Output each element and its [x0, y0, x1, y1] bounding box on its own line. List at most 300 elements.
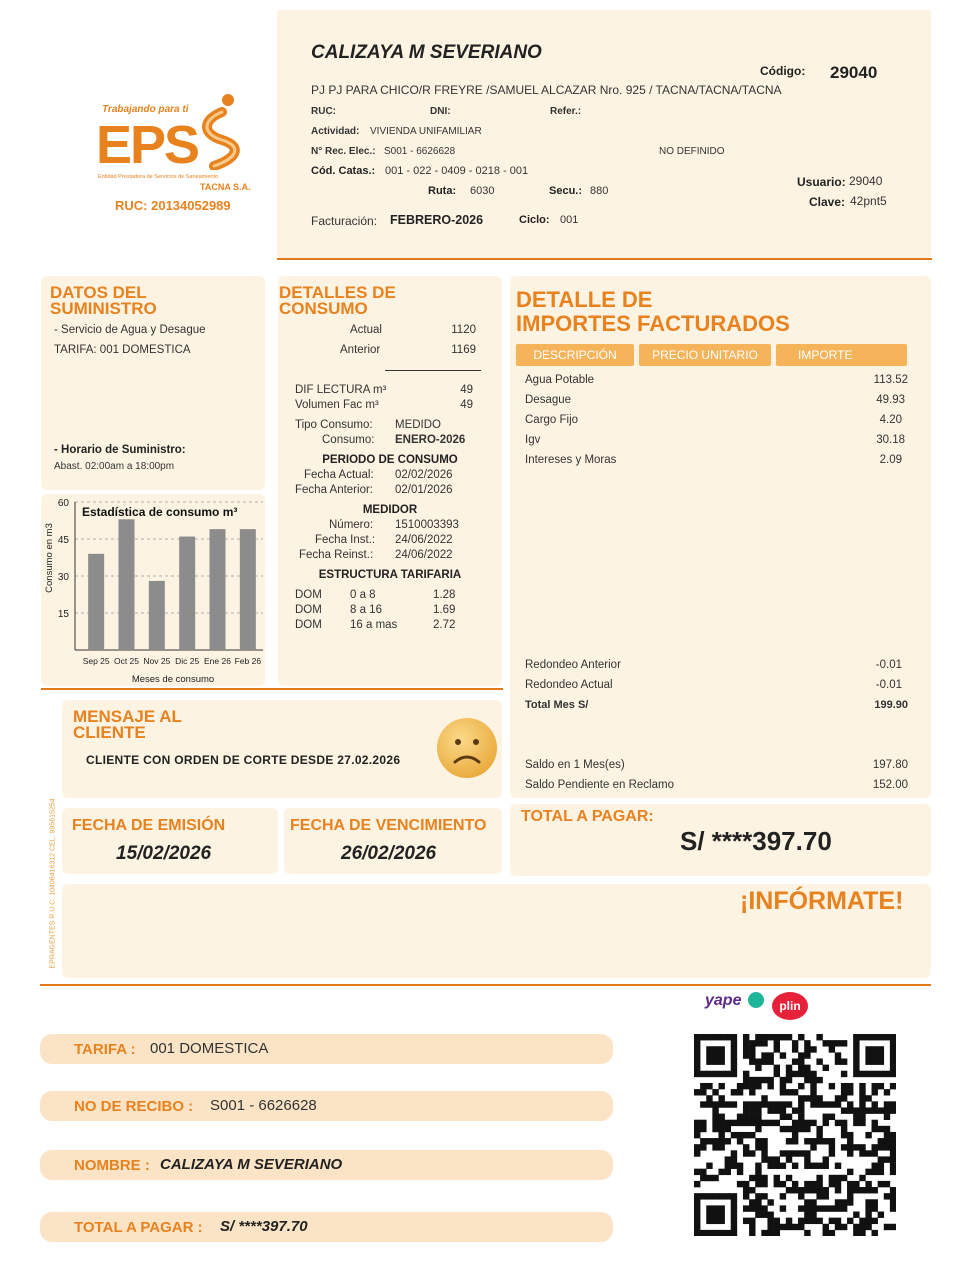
qr-module	[872, 1163, 878, 1169]
qr-module	[755, 1058, 761, 1064]
qr-module	[749, 1218, 755, 1224]
chart-bar	[210, 529, 226, 650]
qr-module	[706, 1218, 712, 1224]
importe-value: 2.09	[879, 454, 902, 466]
qr-module	[835, 1101, 841, 1107]
qr-module	[835, 1224, 841, 1230]
qr-module	[835, 1052, 841, 1058]
qr-module	[749, 1089, 755, 1095]
qr-module	[786, 1089, 792, 1095]
qr-module	[872, 1187, 878, 1193]
qr-module	[878, 1126, 884, 1132]
qr-module	[694, 1144, 700, 1150]
qr-module	[755, 1126, 761, 1132]
plin-logo	[772, 992, 808, 1020]
qr-module	[872, 1169, 878, 1175]
qr-module	[712, 1107, 718, 1113]
qr-module	[749, 1114, 755, 1120]
fecha-anterior-label: Fecha Anterior:	[295, 484, 373, 496]
anterior-value: 1169	[451, 344, 476, 356]
qr-module	[865, 1107, 871, 1113]
qr-module	[792, 1126, 798, 1132]
saldo-label: Saldo en 1 Mes(es)	[525, 759, 625, 771]
qr-module	[884, 1126, 890, 1132]
qr-module	[841, 1126, 847, 1132]
qr-module	[890, 1065, 896, 1071]
qr-module	[761, 1040, 767, 1046]
qr-module	[865, 1199, 871, 1205]
qr-module	[865, 1071, 871, 1077]
ruta-label: Ruta:	[428, 185, 457, 197]
qr-module	[810, 1089, 816, 1095]
qr-module	[804, 1187, 810, 1193]
qr-module	[804, 1156, 810, 1162]
qr-module	[749, 1058, 755, 1064]
qr-module	[731, 1101, 737, 1107]
qr-module	[798, 1150, 804, 1156]
qr-module	[816, 1193, 822, 1199]
qr-module	[761, 1175, 767, 1181]
qr-module	[712, 1144, 718, 1150]
qr-module	[706, 1138, 712, 1144]
redondeo-anterior-value: -0.01	[875, 659, 902, 671]
qr-module	[755, 1199, 761, 1205]
qr-module	[774, 1230, 780, 1236]
qr-module	[816, 1163, 822, 1169]
qr-module	[884, 1034, 890, 1040]
qr-module	[706, 1230, 712, 1236]
qr-module	[859, 1120, 865, 1126]
qr-module	[865, 1034, 871, 1040]
qr-module	[890, 1107, 896, 1113]
qr-module	[804, 1199, 810, 1205]
qr-module	[718, 1120, 724, 1126]
qr-module	[816, 1101, 822, 1107]
qr-module	[847, 1101, 853, 1107]
importe-desc: Agua Potable	[525, 374, 595, 386]
qr-module	[700, 1193, 706, 1199]
qr-module	[847, 1138, 853, 1144]
qr-module	[786, 1175, 792, 1181]
qr-module	[823, 1230, 829, 1236]
qr-module	[749, 1187, 755, 1193]
qr-module	[755, 1107, 761, 1113]
header-divider	[277, 258, 932, 260]
qr-module	[872, 1101, 878, 1107]
qr-module	[816, 1058, 822, 1064]
fecha-actual-label: Fecha Actual:	[304, 469, 374, 481]
chart-title: Estadística de consumo m³	[82, 505, 238, 519]
qr-module	[749, 1132, 755, 1138]
qr-module	[743, 1181, 749, 1187]
qr-module	[712, 1046, 718, 1052]
informate-title: ¡INFÓRMATE!	[740, 887, 904, 915]
qr-module	[712, 1126, 718, 1132]
dif-label: DIF LECTURA m³	[295, 384, 387, 396]
qr-module	[841, 1224, 847, 1230]
qr-module	[829, 1230, 835, 1236]
qr-module	[786, 1224, 792, 1230]
qr-module	[798, 1101, 804, 1107]
qr-module	[865, 1150, 871, 1156]
qr-module	[706, 1205, 712, 1211]
qr-module	[804, 1230, 810, 1236]
qr-module	[878, 1163, 884, 1169]
x-tick-label: Feb 26	[234, 656, 262, 666]
qr-module	[731, 1046, 737, 1052]
sad-face-icon	[435, 716, 499, 780]
qr-module	[884, 1114, 890, 1120]
qr-module	[718, 1114, 724, 1120]
qr-module	[786, 1126, 792, 1132]
ciclo-label: Ciclo:	[519, 214, 550, 226]
qr-code[interactable]	[694, 1034, 896, 1236]
qr-module	[725, 1193, 731, 1199]
qr-module	[761, 1138, 767, 1144]
y-tick-label: 60	[57, 498, 69, 509]
bottom-nombre-value: CALIZAYA M SEVERIANO	[160, 1156, 343, 1173]
importe-value: 113.52	[873, 374, 908, 386]
logo-text: EPS	[96, 115, 199, 175]
qr-module	[859, 1150, 865, 1156]
numero-label: Número:	[329, 519, 374, 531]
qr-module	[810, 1218, 816, 1224]
qr-module	[890, 1071, 896, 1077]
qr-module	[798, 1114, 804, 1120]
qr-module	[792, 1089, 798, 1095]
qr-module	[792, 1058, 798, 1064]
qr-module	[767, 1230, 773, 1236]
qr-module	[792, 1181, 798, 1187]
importe-desc: Intereses y Moras	[525, 454, 617, 466]
qr-module	[755, 1205, 761, 1211]
qr-module	[878, 1083, 884, 1089]
mensaje-title-1: MENSAJE AL	[73, 707, 182, 726]
importe-desc: Cargo Fijo	[525, 414, 579, 426]
qr-module	[743, 1052, 749, 1058]
qr-module	[712, 1034, 718, 1040]
qr-module	[761, 1052, 767, 1058]
qr-module	[878, 1169, 884, 1175]
qr-module	[749, 1199, 755, 1205]
horario-label: - Horario de Suministro:	[54, 444, 186, 456]
qr-module	[767, 1107, 773, 1113]
qr-module	[841, 1058, 847, 1064]
medidor-title: MEDIDOR	[362, 504, 418, 516]
ruta-value: 6030	[470, 185, 495, 197]
qr-module	[749, 1224, 755, 1230]
qr-module	[878, 1138, 884, 1144]
qr-module	[786, 1114, 792, 1120]
qr-module	[718, 1083, 724, 1089]
qr-module	[804, 1163, 810, 1169]
bottom-total-label: TOTAL A PAGAR :	[74, 1219, 203, 1236]
qr-module	[786, 1150, 792, 1156]
qr-module	[859, 1107, 865, 1113]
qr-module	[700, 1144, 706, 1150]
bottom-total	[40, 1212, 613, 1242]
qr-module	[706, 1175, 712, 1181]
qr-module	[755, 1101, 761, 1107]
qr-module	[841, 1083, 847, 1089]
qr-module	[774, 1156, 780, 1162]
qr-module	[780, 1205, 786, 1211]
qr-module	[884, 1181, 890, 1187]
chart-bar	[119, 519, 135, 650]
redondeo-actual-label: Redondeo Actual	[525, 679, 613, 691]
qr-module	[865, 1169, 871, 1175]
bottom-recibo	[40, 1091, 613, 1121]
bottom-recibo-value: S001 - 6626628	[210, 1097, 317, 1114]
qr-module	[884, 1156, 890, 1162]
qr-module	[816, 1095, 822, 1101]
actividad-label: Actividad:	[311, 126, 360, 137]
qr-module	[865, 1095, 871, 1101]
chart-bar	[179, 537, 195, 650]
vencimiento-label: FECHA DE VENCIMIENTO	[290, 817, 487, 834]
qr-module	[798, 1095, 804, 1101]
qr-module	[835, 1181, 841, 1187]
consumo-title-1: DETALLES DE	[279, 283, 396, 302]
qr-module	[755, 1040, 761, 1046]
qr-module	[810, 1205, 816, 1211]
qr-module	[853, 1071, 859, 1077]
rec-elec-value: S001 - 6626628	[384, 146, 456, 157]
total-value: S/ ****397.70	[680, 826, 832, 856]
logo-wave-icon	[192, 94, 254, 170]
qr-module	[865, 1224, 871, 1230]
col-importe: IMPORTE	[776, 344, 907, 366]
side-vertical-text: EPRAGENTES R.U.C. 10406416312 CEL. 995615254	[49, 798, 57, 969]
qr-module	[780, 1163, 786, 1169]
qr-module	[767, 1218, 773, 1224]
ruc-label: RUC:	[311, 106, 336, 117]
refer-label: Refer.:	[550, 106, 582, 117]
qr-module	[847, 1107, 853, 1113]
qr-module	[816, 1138, 822, 1144]
clave-label: Clave:	[809, 195, 846, 209]
qr-module	[718, 1095, 724, 1101]
qr-module	[853, 1107, 859, 1113]
qr-module	[700, 1120, 706, 1126]
customer-address: PJ PJ PARA CHICO/R FREYRE /SAMUEL ALCAZAR Nro. 925 / TACNA/TACNA/TACNA	[311, 83, 782, 97]
numero-value: 1510003393	[395, 519, 459, 531]
inst-value: 24/06/2022	[395, 534, 453, 546]
qr-module	[731, 1058, 737, 1064]
qr-module	[890, 1052, 896, 1058]
qr-module	[798, 1083, 804, 1089]
qr-module	[706, 1071, 712, 1077]
qr-module	[798, 1065, 804, 1071]
qr-module	[767, 1212, 773, 1218]
y-tick-label: 15	[57, 609, 69, 620]
qr-module	[847, 1199, 853, 1205]
qr-module	[743, 1046, 749, 1052]
qr-module	[700, 1089, 706, 1095]
qr-module	[749, 1150, 755, 1156]
dni-label: DNI:	[430, 106, 451, 117]
qr-module	[816, 1126, 822, 1132]
qr-module	[725, 1169, 731, 1175]
usuario-label: Usuario:	[797, 175, 846, 189]
x-tick-label: Sep 25	[82, 656, 110, 666]
qr-module	[725, 1163, 731, 1169]
qr-module	[890, 1156, 896, 1162]
qr-module	[865, 1046, 871, 1052]
qr-module	[737, 1114, 743, 1120]
qr-module	[804, 1052, 810, 1058]
x-tick-label: Nov 25	[143, 656, 171, 666]
qr-module	[767, 1199, 773, 1205]
qr-module	[694, 1040, 700, 1046]
qr-module	[810, 1101, 816, 1107]
qr-module	[767, 1120, 773, 1126]
qr-module	[810, 1187, 816, 1193]
qr-module	[767, 1077, 773, 1083]
qr-module	[780, 1077, 786, 1083]
qr-module	[786, 1034, 792, 1040]
qr-module	[804, 1150, 810, 1156]
qr-module	[761, 1230, 767, 1236]
qr-module	[829, 1175, 835, 1181]
logo-subtitle: Entidad Prestadora de Servicios de Saneamiento	[98, 174, 219, 180]
qr-module	[872, 1126, 878, 1132]
qr-module	[700, 1169, 706, 1175]
qr-module	[853, 1114, 859, 1120]
mensaje-text: CLIENTE CON ORDEN DE CORTE DESDE 27.02.2026	[86, 753, 401, 767]
qr-module	[884, 1101, 890, 1107]
qr-module	[890, 1169, 896, 1175]
qr-module	[712, 1071, 718, 1077]
tarifa-rango: 8 a 16	[350, 604, 382, 616]
qr-module	[743, 1144, 749, 1150]
consumo-label: Consumo:	[322, 434, 375, 446]
qr-module	[743, 1077, 749, 1083]
qr-module	[810, 1077, 816, 1083]
qr-module	[792, 1138, 798, 1144]
logo-city: TACNA S.A.	[200, 182, 251, 192]
qr-module	[749, 1101, 755, 1107]
qr-module	[718, 1101, 724, 1107]
qr-module	[810, 1095, 816, 1101]
qr-module	[718, 1193, 724, 1199]
qr-module	[712, 1205, 718, 1211]
ciclo-value: 001	[560, 214, 579, 226]
qr-module	[823, 1156, 829, 1162]
qr-module	[823, 1120, 829, 1126]
tarifa-text: TARIFA: 001 DOMESTICA	[54, 344, 191, 356]
qr-module	[755, 1175, 761, 1181]
qr-module	[804, 1065, 810, 1071]
qr-module	[810, 1071, 816, 1077]
qr-module	[792, 1132, 798, 1138]
consumption-chart	[41, 494, 265, 686]
qr-module	[786, 1077, 792, 1083]
qr-module	[786, 1101, 792, 1107]
qr-module	[878, 1034, 884, 1040]
bottom-tarifa	[40, 1034, 613, 1064]
qr-module	[706, 1095, 712, 1101]
yape-logo	[705, 992, 765, 1018]
qr-module	[804, 1120, 810, 1126]
qr-module	[829, 1150, 835, 1156]
fecha-actual-value: 02/02/2026	[395, 469, 453, 481]
qr-module	[780, 1150, 786, 1156]
x-tick-label: Oct 25	[113, 656, 140, 666]
qr-module	[737, 1120, 743, 1126]
fecha-anterior-value: 02/01/2026	[395, 484, 453, 496]
qr-module	[780, 1126, 786, 1132]
qr-module	[810, 1163, 816, 1169]
reclamo-value: 152.00	[872, 779, 908, 791]
qr-module	[872, 1199, 878, 1205]
catas-label: Cód. Catas.:	[311, 165, 376, 177]
qr-module	[890, 1187, 896, 1193]
qr-module	[792, 1120, 798, 1126]
qr-module	[841, 1175, 847, 1181]
horario-value: Abast. 02:00am a 18:00pm	[54, 461, 175, 472]
qr-module	[853, 1120, 859, 1126]
qr-module	[859, 1101, 865, 1107]
qr-module	[823, 1187, 829, 1193]
rec-elec-label: N° Rec. Elec.:	[311, 146, 376, 157]
qr-module	[878, 1156, 884, 1162]
saldo-value: 197.80	[872, 759, 908, 771]
qr-module	[706, 1052, 712, 1058]
qr-module	[884, 1144, 890, 1150]
qr-module	[847, 1144, 853, 1150]
tarifa-precio: 2.72	[433, 619, 456, 631]
actividad-value: VIVIENDA UNIFAMILIAR	[370, 126, 482, 137]
chart-bar	[240, 529, 256, 650]
qr-module	[804, 1138, 810, 1144]
importe-desc: Igv	[525, 434, 541, 446]
qr-module	[804, 1071, 810, 1077]
qr-module	[731, 1230, 737, 1236]
qr-module	[718, 1046, 724, 1052]
qr-module	[774, 1071, 780, 1077]
inst-label: Fecha Inst.:	[315, 534, 376, 546]
qr-module	[804, 1095, 810, 1101]
qr-module	[853, 1181, 859, 1187]
yape-text: yape	[705, 992, 742, 1009]
qr-module	[859, 1034, 865, 1040]
qr-module	[694, 1181, 700, 1187]
qr-module	[872, 1205, 878, 1211]
qr-module	[743, 1150, 749, 1156]
qr-module	[731, 1120, 737, 1126]
qr-module	[872, 1058, 878, 1064]
qr-module	[847, 1132, 853, 1138]
qr-module	[718, 1138, 724, 1144]
qr-module	[835, 1058, 841, 1064]
qr-module	[700, 1083, 706, 1089]
qr-module	[890, 1058, 896, 1064]
qr-module	[718, 1132, 724, 1138]
qr-module	[878, 1052, 884, 1058]
qr-module	[761, 1205, 767, 1211]
qr-module	[853, 1052, 859, 1058]
tarifa-rango: 0 a 8	[350, 589, 376, 601]
qr-module	[865, 1187, 871, 1193]
qr-module	[816, 1077, 822, 1083]
qr-module	[712, 1058, 718, 1064]
qr-module	[706, 1101, 712, 1107]
importe-desc: Desague	[525, 394, 572, 406]
bottom-nombre-label: NOMBRE :	[74, 1157, 150, 1174]
qr-module	[872, 1046, 878, 1052]
qr-module	[890, 1163, 896, 1169]
